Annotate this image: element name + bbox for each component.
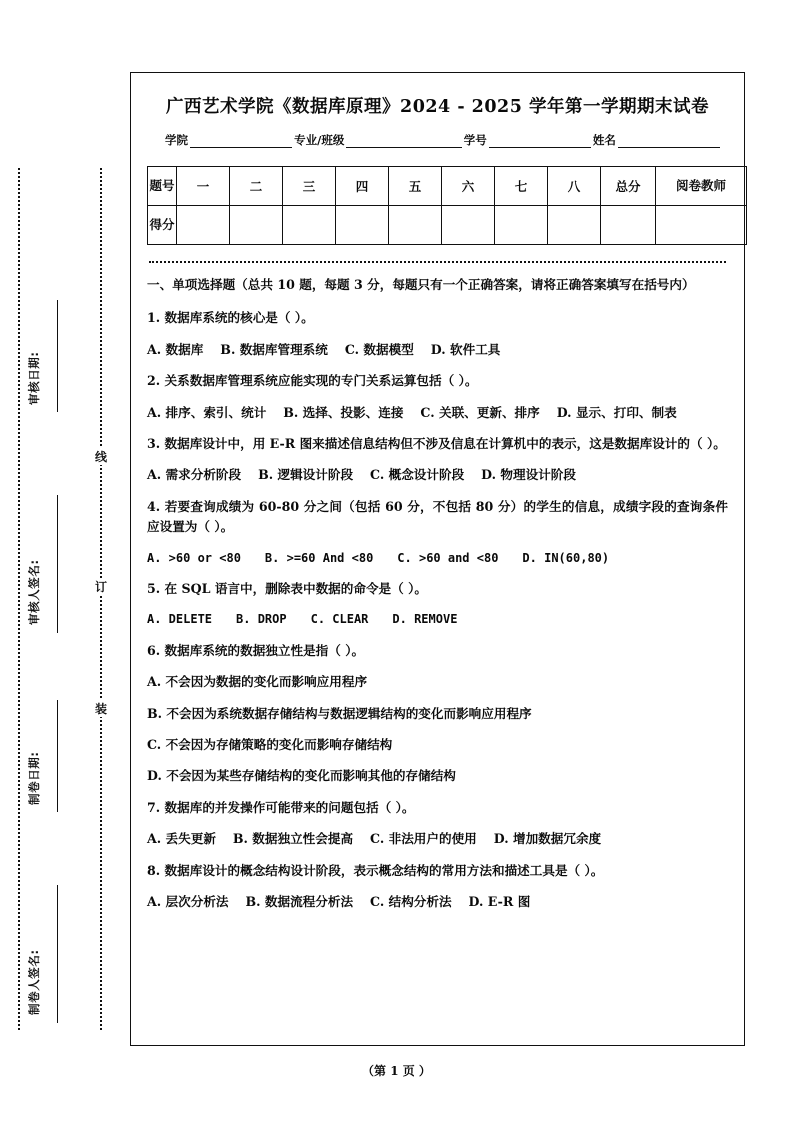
- margin-rule-4: [57, 885, 58, 1023]
- table-row-question-numbers: [148, 167, 747, 206]
- score-cell-4[interactable]: [336, 206, 389, 245]
- question-6-option-d: D. 不会因为某些存储结构的变化而影响其他的存储结构: [147, 768, 456, 784]
- score-col-3: 三: [283, 167, 336, 206]
- question-1-stem: 1. 数据库系统的核心是（ ）。: [147, 310, 314, 326]
- question-8-options: A. 层次分析法 B. 数据流程分析法 C. 结构分析法 D. E-R 图: [147, 893, 531, 909]
- page-title: 广西艺术学院《数据库原理》2024 - 2025 学年第一学期期末试卷: [166, 97, 709, 117]
- field-label-student-id: 学号: [463, 133, 487, 147]
- score-table-row-label-score: 得分: [148, 206, 177, 245]
- margin-rule-1: [57, 300, 58, 412]
- dotted-rule-outer: [18, 168, 20, 1030]
- score-col-1: 一: [177, 167, 230, 206]
- score-cell-2[interactable]: [230, 206, 283, 245]
- margin-label-reviewer-signature: 审核人签名:: [27, 559, 41, 625]
- score-col-total: 总分: [601, 167, 656, 206]
- score-col-6: 六: [442, 167, 495, 206]
- margin-label-review-date: 审核日期:: [27, 351, 41, 405]
- score-col-2: 二: [230, 167, 283, 206]
- field-blank-college[interactable]: [190, 134, 292, 148]
- score-cell-total[interactable]: [601, 206, 656, 245]
- margin-label-maker-signature: 制卷人签名:: [27, 949, 41, 1015]
- score-cell-grader[interactable]: [656, 206, 747, 245]
- score-cell-8[interactable]: [548, 206, 601, 245]
- question-1-options: A. 数据库 B. 数据库管理系统 C. 数据模型 D. 软件工具: [147, 341, 501, 357]
- score-col-5: 五: [389, 167, 442, 206]
- question-6-option-a: A. 不会因为数据的变化而影响应用程序: [147, 674, 368, 690]
- table-row-scores: [148, 206, 747, 245]
- fold-mark-ding: 订: [88, 578, 114, 595]
- score-table: [147, 166, 747, 245]
- question-6-stem: 6. 数据库系统的数据独立性是指（ ）。: [147, 642, 365, 658]
- field-label-major-class: 专业/班级: [294, 133, 345, 147]
- question-4-stem: 4. 若要查询成绩为 60-80 分之间（包括 60 分，不包括 80 分）的学生的信息，成绩字段的查询条件应设置为（ ）。: [147, 498, 728, 535]
- score-cell-6[interactable]: [442, 206, 495, 245]
- field-blank-major-class[interactable]: [346, 134, 461, 148]
- score-table-row-label-question: 题号: [148, 167, 177, 206]
- fold-mark-zhuang: 装: [88, 700, 114, 717]
- exam-sheet: [130, 72, 745, 1046]
- question-2-stem: 2. 关系数据库管理系统应能实现的专门关系运算包括（ ）。: [147, 373, 478, 389]
- question-3-stem: 3. 数据库设计中，用 E-R 图来描述信息结构但不涉及信息在计算机中的表示，这是数据库设计的（ ）。: [147, 435, 726, 451]
- dotted-separator: [149, 261, 726, 263]
- question-3-options: A. 需求分析阶段 B. 逻辑设计阶段 C. 概念设计阶段 D. 物理设计阶段: [147, 467, 576, 483]
- score-cell-1[interactable]: [177, 206, 230, 245]
- score-cell-7[interactable]: [495, 206, 548, 245]
- fold-mark-xian: 线: [88, 448, 114, 465]
- field-label-college: 学院: [165, 133, 188, 147]
- section-heading: 一、单项选择题（总共 10 题，每题 3 分，每题只有一个正确答案，请将正确答案填写在括号内）: [147, 277, 695, 292]
- dotted-rule-inner: [100, 168, 102, 1030]
- score-col-4: 四: [336, 167, 389, 206]
- page-footer: （第 1 页 ）: [362, 1064, 431, 1078]
- field-blank-name[interactable]: [618, 134, 720, 148]
- score-col-8: 八: [548, 167, 601, 206]
- question-6-option-b: B. 不会因为系统数据存储结构与数据逻辑结构的变化而影响应用程序: [147, 705, 532, 721]
- question-2-options: A. 排序、索引、统计 B. 选择、投影、连接 C. 关联、更新、排序 D. 显示、打印、制表: [147, 404, 677, 420]
- question-7-stem: 7. 数据库的并发操作可能带来的问题包括（ ）。: [147, 799, 415, 815]
- score-col-grader: 阅卷教师: [656, 167, 747, 206]
- question-4-options: A. >60 or <80 B. >=60 And <80 C. >60 and <80 D. IN(60,80): [147, 550, 610, 565]
- question-body: [147, 275, 728, 912]
- question-5-stem: 5. 在 SQL 语言中，删除表中数据的命令是（ ）。: [147, 580, 427, 596]
- score-cell-5[interactable]: [389, 206, 442, 245]
- margin-rule-2: [57, 495, 58, 633]
- question-7-options: A. 丢失更新 B. 数据独立性会提高 C. 非法用户的使用 D. 增加数据冗余度: [147, 831, 602, 847]
- field-blank-student-id[interactable]: [489, 134, 591, 148]
- score-col-7: 七: [495, 167, 548, 206]
- left-margin: [0, 0, 120, 1122]
- question-6-option-c: C. 不会因为存储策略的变化而影响存储结构: [147, 736, 393, 752]
- question-8-stem: 8. 数据库设计的概念结构设计阶段，表示概念结构的常用方法和描述工具是（ ）。: [147, 862, 604, 878]
- question-5-options: A. DELETE B. DROP C. CLEAR D. REMOVE: [147, 612, 458, 627]
- student-info-line: [165, 132, 722, 148]
- field-label-name: 姓名: [592, 133, 616, 147]
- margin-rule-3: [57, 700, 58, 812]
- score-cell-3[interactable]: [283, 206, 336, 245]
- margin-label-make-date: 制卷日期:: [27, 751, 41, 805]
